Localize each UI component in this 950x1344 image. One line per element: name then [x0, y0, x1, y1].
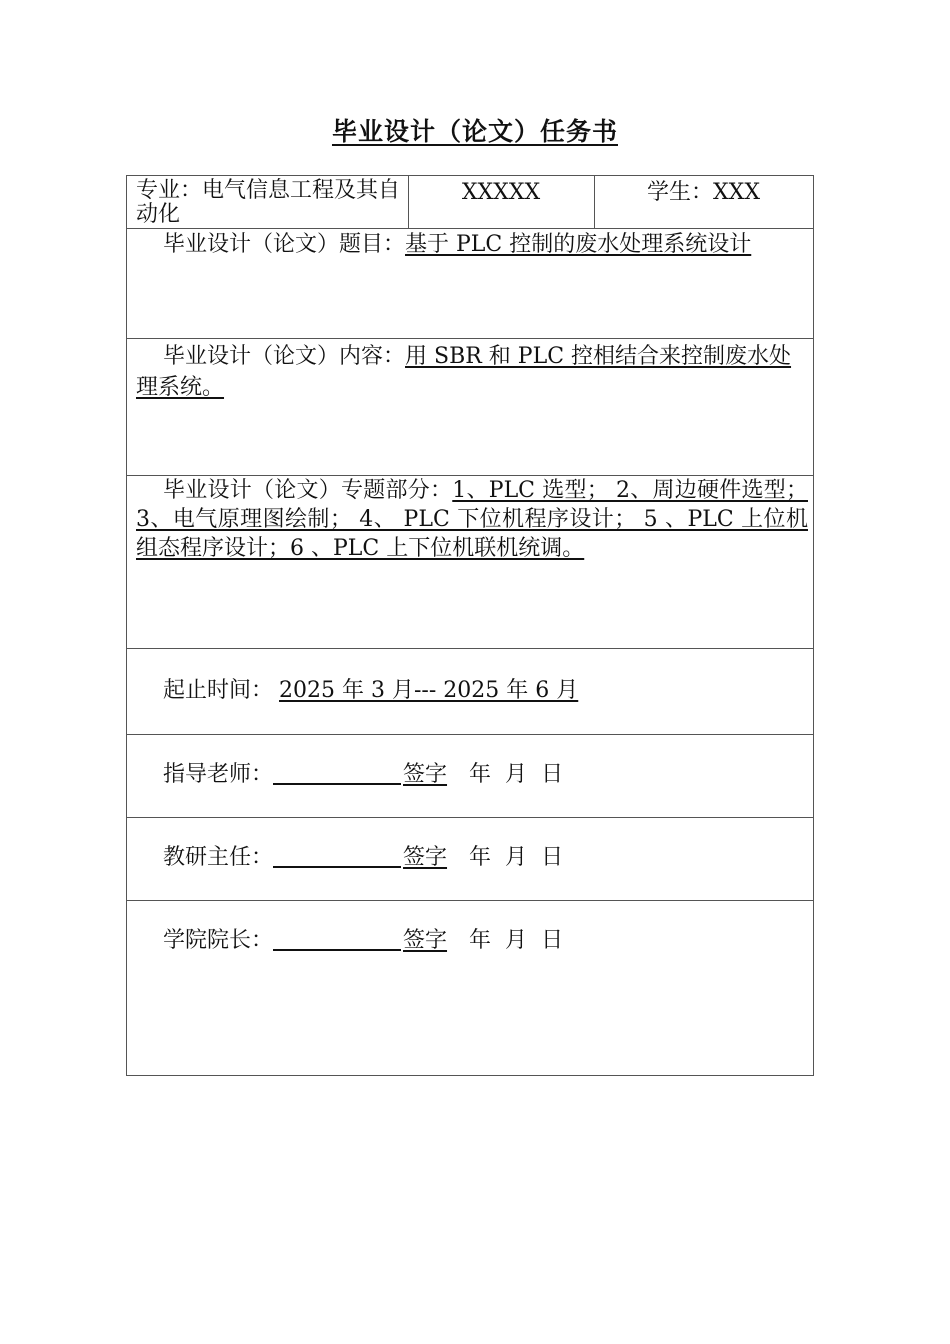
- dean-sign-row: [163, 927, 803, 955]
- sign-label: 签字: [403, 845, 448, 870]
- day-label: 日: [541, 762, 564, 787]
- director-sign-row: [163, 844, 803, 872]
- period-cell: [163, 677, 803, 705]
- day-label: 日: [541, 928, 564, 953]
- topic-cell: [136, 230, 808, 259]
- row-divider: [127, 228, 813, 229]
- director-label: 教研主任：: [163, 845, 274, 870]
- month-label: 月: [505, 845, 528, 870]
- row-divider: [127, 817, 813, 818]
- class-value: XXXXX: [461, 180, 541, 205]
- period-label: 起止时间：: [163, 678, 274, 703]
- row-divider: [127, 734, 813, 735]
- major-cell: [136, 179, 408, 227]
- sign-label: 签字: [403, 928, 448, 953]
- year-label: 年: [469, 845, 492, 870]
- signature-line[interactable]: [273, 844, 401, 868]
- content-label: 毕业设计（论文）内容：: [163, 344, 406, 369]
- special-label: 毕业设计（论文）专题部分：: [163, 478, 453, 503]
- task-form-table: [126, 175, 814, 1076]
- row-divider: [127, 648, 813, 649]
- row-divider: [127, 338, 813, 339]
- month-label: 月: [505, 762, 528, 787]
- signature-line[interactable]: [273, 927, 401, 951]
- period-value: 2025 年 3 月--- 2025 年 6 月: [279, 678, 579, 703]
- topic-label: 毕业设计（论文）题目：: [163, 232, 406, 257]
- signature-line[interactable]: [273, 761, 401, 785]
- day-label: 日: [541, 845, 564, 870]
- content-value: 用 SBR 和 PLC 控相结合来控制废水处理系统。: [136, 344, 792, 400]
- row-divider: [127, 900, 813, 901]
- content-cell: [136, 341, 808, 403]
- topic-value: 基于 PLC 控制的废水处理系统设计: [405, 232, 752, 257]
- supervisor-label: 指导老师：: [163, 762, 274, 787]
- student-text: 学生：XXX: [647, 180, 760, 205]
- student-cell: [594, 179, 813, 207]
- supervisor-sign-row: [163, 761, 803, 789]
- sign-label: 签字: [403, 762, 448, 787]
- year-label: 年: [469, 762, 492, 787]
- month-label: 月: [505, 928, 528, 953]
- page-title: 毕业设计（论文）任务书: [331, 117, 618, 146]
- major-text: 专业：电气信息工程及其自动化: [136, 178, 401, 227]
- class-cell: [408, 179, 594, 207]
- year-label: 年: [469, 928, 492, 953]
- dean-label: 学院院长：: [163, 928, 274, 953]
- special-value: 1、PLC 选型； 2、周边硬件选型；3、电气原理图绘制； 4、 PLC 下位机程序设计； 5 、PLC 上位机组态程序设计；6 、PLC 上下位机联机统调。: [136, 478, 808, 561]
- special-cell: [136, 476, 808, 563]
